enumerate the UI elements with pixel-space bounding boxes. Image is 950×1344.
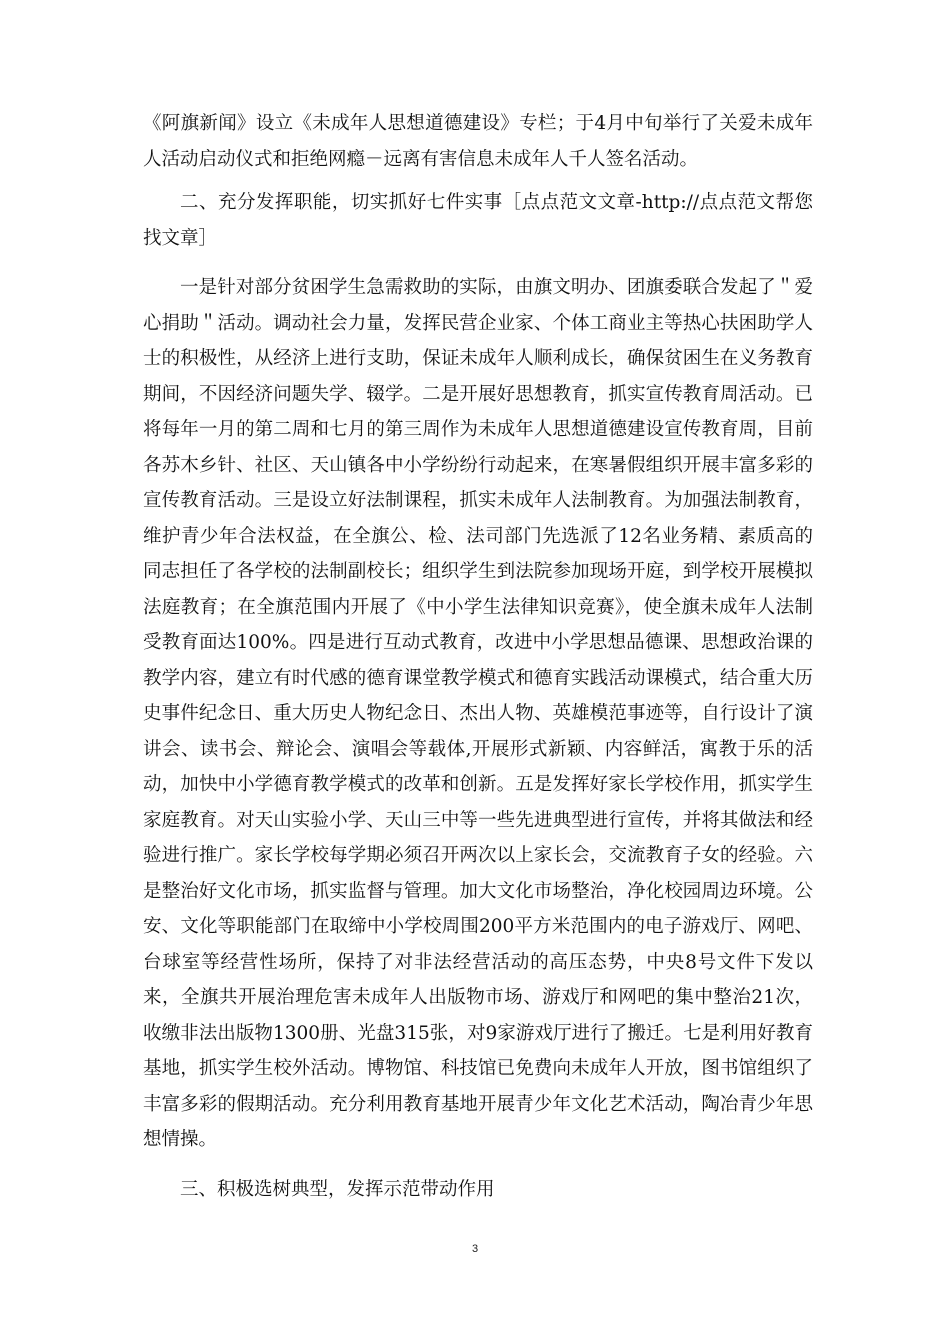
paragraph-seven-tasks: 一是针对部分贫困学生急需救助的实际，由旗文明办、团旗委联合发起了＂爱心捐助＂活动。调动社会力量，发挥民营企业家、个体工商业主等热心扶困助学人士的积极性，从经济上进行支助，保证未成年人顺利成长，确保贫困生在义务教育期间，不因经济问题失学、辍学。二是开展好思想教育，抓实宣传教育周活动。已将每年一月的第二周和七月的第三周作为未成年人思想道德建设宣传教育周，目前各苏木乡针、社区、天山镇各中小学纷纷行动起来，在寒暑假组织开展丰富多彩的宣传教育活动。三是设立好法制课程，抓实未成年人法制教育。为加强法制教育，维护青少年合法权益，在全旗公、检、法司部门先选派了12名业务精、素质高的同志担任了各学校的法制副校长；组织学生到法院参加现场开庭，到学校开展模拟法庭教育；在全旗范围内开展了《中小学生法律知识竞赛》，使全旗未成年人法制受教育面达100%。四是进行互动式教育，改进中小学思想品德课、思想政治课的教学内容，建立有时代感的德育课堂教学模式和德育实践活动课模式，结合重大历史事件纪念日、重大历史人物纪念日、杰出人物、英雄模范事迹等，自行设计了演讲会、读书会、辩论会、演唱会等载体,开展形式新颖、内容鲜活，寓教于乐的活动，加快中小学德育教学模式的改革和创新。五是发挥好家长学校作用，抓实学生家庭教育。对天山实验小学、天山三中等一些先进典型进行宣传，并将其做法和经验进行推广。家长学校每学期必须召开两次以上家长会，交流教育子女的经验。六是整治好文化市场，抓实监督与管理。加大文化市场整治，净化校园周边环境。公安、文化等职能部门在取缔中小学校周围200平方米范围内的电子游戏厅、网吧、台球室等经营性场所，保持了对非法经营活动的高压态势，中央8号文件下发以来，全旗共开展治理危害未成年人出版物市场、游戏厅和网吧的集中整治21次，收缴非法出版物1300册、光盘315张，对9家游戏厅进行了搬迁。七是利用好教育基地，抓实学生校外活动。博物馆、科技馆已免费向未成年人开放，图书馆组织了丰富多彩的假期活动。充分利用教育基地开展青少年文化艺术活动，陶冶青少年思想情操。 bbox=[143, 277, 813, 1150]
section-heading-two: 二、充分发挥职能，切实抓好七件实事［点点范文文章-http://点点范文帮您找文章］ bbox=[143, 192, 813, 249]
section-heading-three: 三、积极选树典型，发挥示范带动作用 bbox=[180, 1178, 495, 1200]
paragraph-continuation: 《阿旗新闻》设立《未成年人思想道德建设》专栏；于4月中旬举行了关爱未成年人活动启动仪式和拒绝网瘾－远离有害信息未成年人千人签名活动。 bbox=[143, 113, 813, 170]
document-body bbox=[143, 106, 813, 1207]
page-number: 3 bbox=[471, 1243, 479, 1255]
